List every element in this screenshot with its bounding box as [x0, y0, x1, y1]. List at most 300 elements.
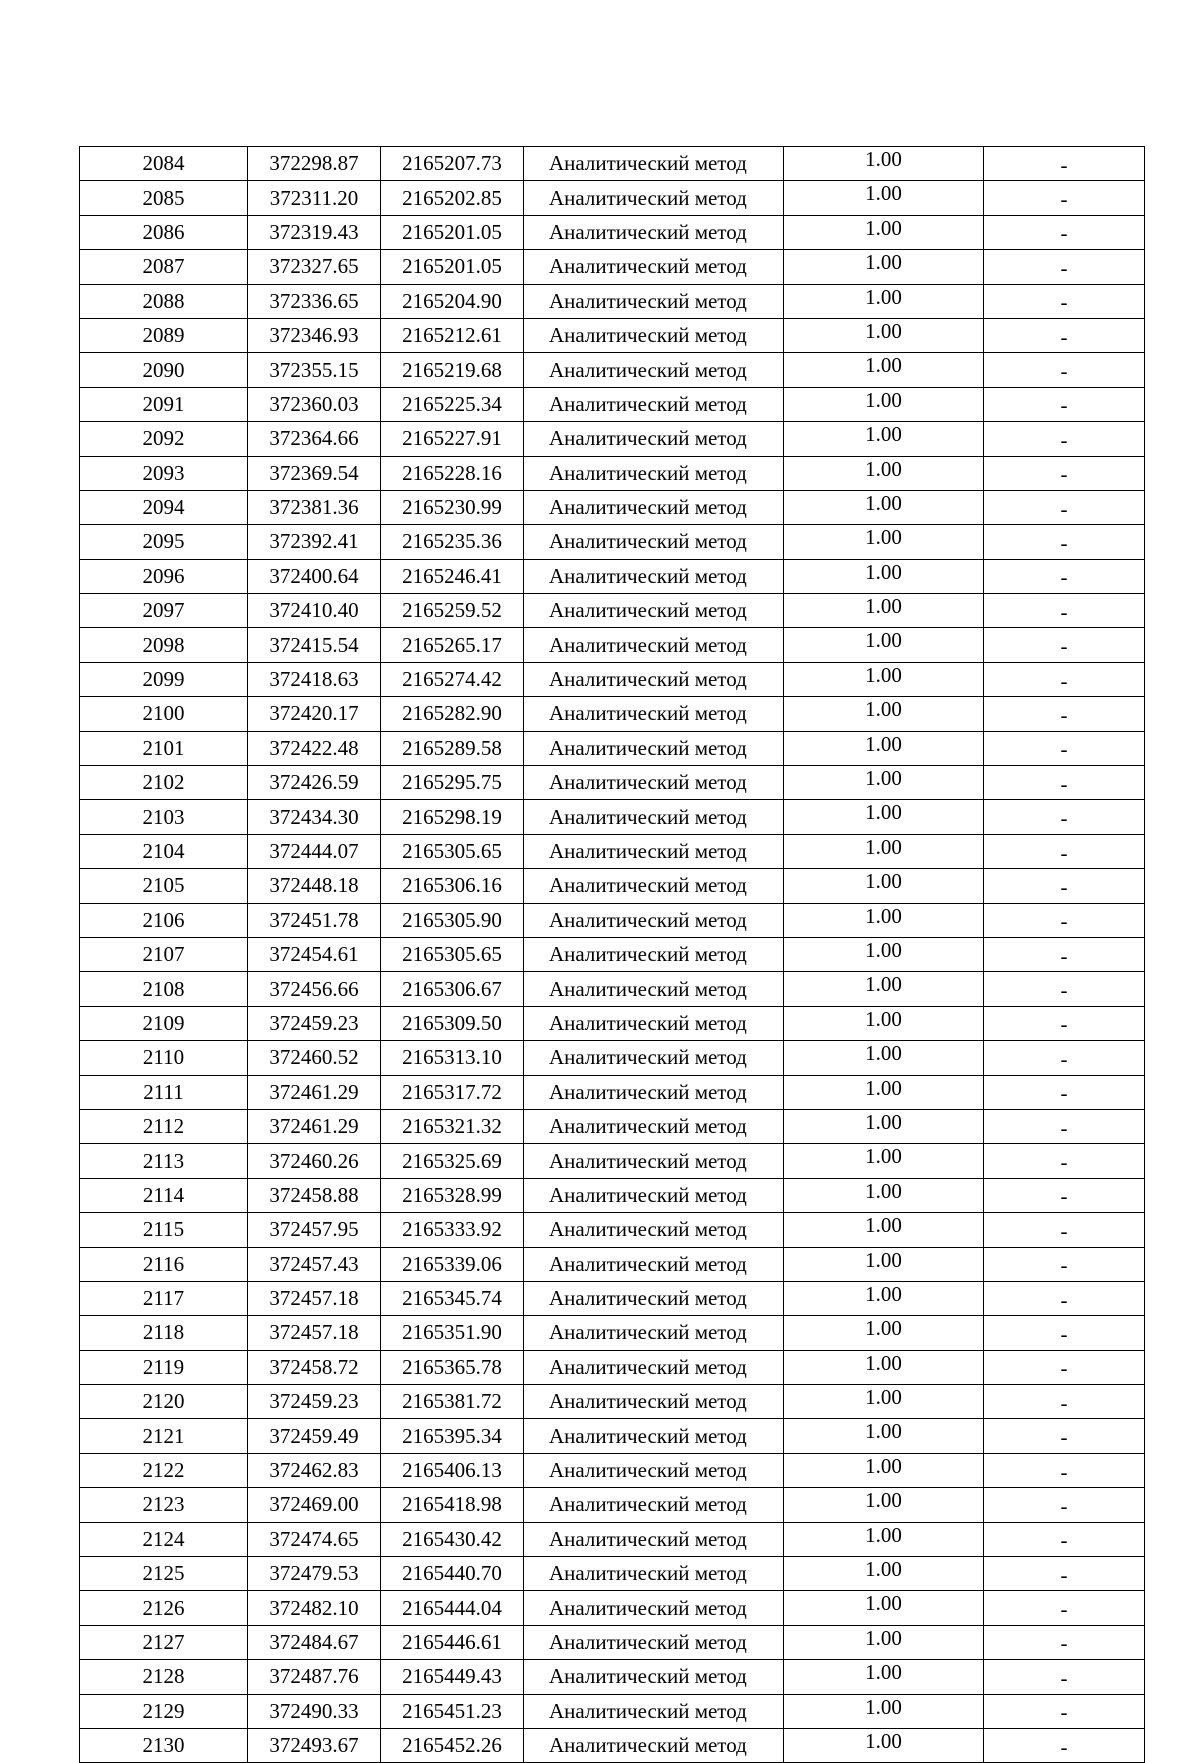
note-cell: -: [984, 1075, 1145, 1109]
point-number-cell: 2096: [80, 559, 248, 593]
point-number-cell: 2108: [80, 972, 248, 1006]
table-row: [80, 1041, 1145, 1075]
table-row: [80, 1006, 1145, 1040]
point-number-cell: 2111: [80, 1075, 248, 1109]
accuracy-cell: 1.00: [784, 215, 984, 249]
table-row: [80, 490, 1145, 524]
x-coordinate-cell: 372469.00: [248, 1488, 381, 1522]
note-cell: -: [984, 147, 1145, 181]
point-number-cell: 2094: [80, 490, 248, 524]
x-coordinate-cell: 372311.20: [248, 181, 381, 215]
y-coordinate-cell: 2165225.34: [381, 387, 524, 421]
note-cell: -: [984, 284, 1145, 318]
table-row: [80, 353, 1145, 387]
table-row: [80, 387, 1145, 421]
table-row: [80, 1350, 1145, 1384]
x-coordinate-cell: 372327.65: [248, 250, 381, 284]
table-row: [80, 1728, 1145, 1762]
x-coordinate-cell: 372360.03: [248, 387, 381, 421]
point-number-cell: 2102: [80, 766, 248, 800]
method-cell: Аналитический метод: [524, 181, 784, 215]
note-cell: -: [984, 1316, 1145, 1350]
accuracy-cell: 1.00: [784, 1625, 984, 1659]
x-coordinate-cell: 372490.33: [248, 1694, 381, 1728]
point-number-cell: 2123: [80, 1488, 248, 1522]
table-row: [80, 1625, 1145, 1659]
method-cell: Аналитический метод: [524, 766, 784, 800]
note-cell: -: [984, 800, 1145, 834]
y-coordinate-cell: 2165351.90: [381, 1316, 524, 1350]
x-coordinate-cell: 372457.18: [248, 1316, 381, 1350]
x-coordinate-cell: 372458.72: [248, 1350, 381, 1384]
method-cell: Аналитический метод: [524, 1660, 784, 1694]
accuracy-cell: 1.00: [784, 1591, 984, 1625]
accuracy-cell: 1.00: [784, 903, 984, 937]
point-number-cell: 2098: [80, 628, 248, 662]
x-coordinate-cell: 372479.53: [248, 1557, 381, 1591]
x-coordinate-cell: 372457.43: [248, 1247, 381, 1281]
method-cell: Аналитический метод: [524, 697, 784, 731]
y-coordinate-cell: 2165230.99: [381, 490, 524, 524]
note-cell: -: [984, 662, 1145, 696]
x-coordinate-cell: 372392.41: [248, 525, 381, 559]
note-cell: -: [984, 1694, 1145, 1728]
note-cell: -: [984, 215, 1145, 249]
accuracy-cell: 1.00: [784, 1728, 984, 1762]
method-cell: Аналитический метод: [524, 1419, 784, 1453]
y-coordinate-cell: 2165305.90: [381, 903, 524, 937]
point-number-cell: 2117: [80, 1281, 248, 1315]
accuracy-cell: 1.00: [784, 1488, 984, 1522]
note-cell: -: [984, 490, 1145, 524]
y-coordinate-cell: 2165219.68: [381, 353, 524, 387]
method-cell: Аналитический метод: [524, 490, 784, 524]
x-coordinate-cell: 372484.67: [248, 1625, 381, 1659]
table-row: [80, 147, 1145, 181]
method-cell: Аналитический метод: [524, 1728, 784, 1762]
x-coordinate-cell: 372454.61: [248, 937, 381, 971]
y-coordinate-cell: 2165418.98: [381, 1488, 524, 1522]
table-row: [80, 834, 1145, 868]
accuracy-cell: 1.00: [784, 490, 984, 524]
method-cell: Аналитический метод: [524, 869, 784, 903]
note-cell: -: [984, 1281, 1145, 1315]
note-cell: -: [984, 559, 1145, 593]
table-row: [80, 1109, 1145, 1143]
table-row: [80, 1660, 1145, 1694]
method-cell: Аналитический метод: [524, 147, 784, 181]
accuracy-cell: 1.00: [784, 1316, 984, 1350]
x-coordinate-cell: 372461.29: [248, 1109, 381, 1143]
note-cell: -: [984, 834, 1145, 868]
note-cell: -: [984, 1660, 1145, 1694]
x-coordinate-cell: 372474.65: [248, 1522, 381, 1556]
method-cell: Аналитический метод: [524, 250, 784, 284]
accuracy-cell: 1.00: [784, 628, 984, 662]
accuracy-cell: 1.00: [784, 147, 984, 181]
x-coordinate-cell: 372456.66: [248, 972, 381, 1006]
point-number-cell: 2099: [80, 662, 248, 696]
note-cell: -: [984, 1247, 1145, 1281]
x-coordinate-cell: 372460.26: [248, 1144, 381, 1178]
x-coordinate-cell: 372381.36: [248, 490, 381, 524]
x-coordinate-cell: 372482.10: [248, 1591, 381, 1625]
note-cell: -: [984, 766, 1145, 800]
note-cell: -: [984, 456, 1145, 490]
point-number-cell: 2129: [80, 1694, 248, 1728]
table-row: [80, 628, 1145, 662]
method-cell: Аналитический метод: [524, 387, 784, 421]
x-coordinate-cell: 372319.43: [248, 215, 381, 249]
table-row: [80, 1694, 1145, 1728]
y-coordinate-cell: 2165306.16: [381, 869, 524, 903]
table-row: [80, 972, 1145, 1006]
point-number-cell: 2109: [80, 1006, 248, 1040]
point-number-cell: 2114: [80, 1178, 248, 1212]
accuracy-cell: 1.00: [784, 318, 984, 352]
x-coordinate-cell: 372298.87: [248, 147, 381, 181]
point-number-cell: 2103: [80, 800, 248, 834]
method-cell: Аналитический метод: [524, 456, 784, 490]
x-coordinate-cell: 372426.59: [248, 766, 381, 800]
accuracy-cell: 1.00: [784, 1385, 984, 1419]
table-row: [80, 1144, 1145, 1178]
point-number-cell: 2110: [80, 1041, 248, 1075]
table-row: [80, 1488, 1145, 1522]
x-coordinate-cell: 372459.23: [248, 1006, 381, 1040]
x-coordinate-cell: 372422.48: [248, 731, 381, 765]
coordinates-table: [79, 146, 1145, 1763]
method-cell: Аналитический метод: [524, 662, 784, 696]
y-coordinate-cell: 2165395.34: [381, 1419, 524, 1453]
point-number-cell: 2116: [80, 1247, 248, 1281]
y-coordinate-cell: 2165289.58: [381, 731, 524, 765]
table-row: [80, 869, 1145, 903]
y-coordinate-cell: 2165246.41: [381, 559, 524, 593]
point-number-cell: 2124: [80, 1522, 248, 1556]
point-number-cell: 2092: [80, 422, 248, 456]
x-coordinate-cell: 372459.49: [248, 1419, 381, 1453]
y-coordinate-cell: 2165259.52: [381, 594, 524, 628]
accuracy-cell: 1.00: [784, 834, 984, 868]
y-coordinate-cell: 2165202.85: [381, 181, 524, 215]
method-cell: Аналитический метод: [524, 800, 784, 834]
point-number-cell: 2101: [80, 731, 248, 765]
x-coordinate-cell: 372410.40: [248, 594, 381, 628]
point-number-cell: 2093: [80, 456, 248, 490]
y-coordinate-cell: 2165295.75: [381, 766, 524, 800]
point-number-cell: 2119: [80, 1350, 248, 1384]
accuracy-cell: 1.00: [784, 1350, 984, 1384]
x-coordinate-cell: 372457.18: [248, 1281, 381, 1315]
table-row: [80, 662, 1145, 696]
accuracy-cell: 1.00: [784, 387, 984, 421]
note-cell: -: [984, 731, 1145, 765]
table-row: [80, 215, 1145, 249]
note-cell: -: [984, 181, 1145, 215]
method-cell: Аналитический метод: [524, 353, 784, 387]
y-coordinate-cell: 2165305.65: [381, 834, 524, 868]
note-cell: -: [984, 1041, 1145, 1075]
note-cell: -: [984, 1453, 1145, 1487]
method-cell: Аналитический метод: [524, 628, 784, 662]
table-row: [80, 800, 1145, 834]
note-cell: -: [984, 1591, 1145, 1625]
point-number-cell: 2105: [80, 869, 248, 903]
x-coordinate-cell: 372458.88: [248, 1178, 381, 1212]
y-coordinate-cell: 2165306.67: [381, 972, 524, 1006]
note-cell: -: [984, 1109, 1145, 1143]
y-coordinate-cell: 2165298.19: [381, 800, 524, 834]
y-coordinate-cell: 2165321.32: [381, 1109, 524, 1143]
accuracy-cell: 1.00: [784, 1213, 984, 1247]
note-cell: -: [984, 594, 1145, 628]
y-coordinate-cell: 2165282.90: [381, 697, 524, 731]
accuracy-cell: 1.00: [784, 1247, 984, 1281]
table-row: [80, 422, 1145, 456]
point-number-cell: 2120: [80, 1385, 248, 1419]
accuracy-cell: 1.00: [784, 1660, 984, 1694]
y-coordinate-cell: 2165452.26: [381, 1728, 524, 1762]
method-cell: Аналитический метод: [524, 1109, 784, 1143]
y-coordinate-cell: 2165325.69: [381, 1144, 524, 1178]
table-row: [80, 1453, 1145, 1487]
point-number-cell: 2113: [80, 1144, 248, 1178]
y-coordinate-cell: 2165265.17: [381, 628, 524, 662]
point-number-cell: 2112: [80, 1109, 248, 1143]
method-cell: Аналитический метод: [524, 1316, 784, 1350]
y-coordinate-cell: 2165444.04: [381, 1591, 524, 1625]
method-cell: Аналитический метод: [524, 1557, 784, 1591]
method-cell: Аналитический метод: [524, 1281, 784, 1315]
y-coordinate-cell: 2165449.43: [381, 1660, 524, 1694]
y-coordinate-cell: 2165451.23: [381, 1694, 524, 1728]
accuracy-cell: 1.00: [784, 353, 984, 387]
method-cell: Аналитический метод: [524, 1178, 784, 1212]
table-row: [80, 594, 1145, 628]
note-cell: -: [984, 387, 1145, 421]
y-coordinate-cell: 2165440.70: [381, 1557, 524, 1591]
method-cell: Аналитический метод: [524, 525, 784, 559]
method-cell: Аналитический метод: [524, 1350, 784, 1384]
method-cell: Аналитический метод: [524, 1144, 784, 1178]
accuracy-cell: 1.00: [784, 1041, 984, 1075]
note-cell: -: [984, 1385, 1145, 1419]
table-row: [80, 1557, 1145, 1591]
x-coordinate-cell: 372415.54: [248, 628, 381, 662]
accuracy-cell: 1.00: [784, 972, 984, 1006]
x-coordinate-cell: 372460.52: [248, 1041, 381, 1075]
y-coordinate-cell: 2165274.42: [381, 662, 524, 696]
point-number-cell: 2115: [80, 1213, 248, 1247]
point-number-cell: 2084: [80, 147, 248, 181]
table-row: [80, 181, 1145, 215]
table-row: [80, 1075, 1145, 1109]
point-number-cell: 2128: [80, 1660, 248, 1694]
y-coordinate-cell: 2165235.36: [381, 525, 524, 559]
accuracy-cell: 1.00: [784, 697, 984, 731]
accuracy-cell: 1.00: [784, 284, 984, 318]
point-number-cell: 2104: [80, 834, 248, 868]
accuracy-cell: 1.00: [784, 1694, 984, 1728]
y-coordinate-cell: 2165345.74: [381, 1281, 524, 1315]
note-cell: -: [984, 318, 1145, 352]
table-row: [80, 903, 1145, 937]
method-cell: Аналитический метод: [524, 1694, 784, 1728]
y-coordinate-cell: 2165333.92: [381, 1213, 524, 1247]
method-cell: Аналитический метод: [524, 422, 784, 456]
table-row: [80, 1385, 1145, 1419]
accuracy-cell: 1.00: [784, 1109, 984, 1143]
accuracy-cell: 1.00: [784, 1144, 984, 1178]
table-row: [80, 284, 1145, 318]
method-cell: Аналитический метод: [524, 1625, 784, 1659]
table-row: [80, 456, 1145, 490]
point-number-cell: 2088: [80, 284, 248, 318]
table-row: [80, 766, 1145, 800]
x-coordinate-cell: 372420.17: [248, 697, 381, 731]
y-coordinate-cell: 2165365.78: [381, 1350, 524, 1384]
x-coordinate-cell: 372459.23: [248, 1385, 381, 1419]
accuracy-cell: 1.00: [784, 456, 984, 490]
accuracy-cell: 1.00: [784, 1281, 984, 1315]
x-coordinate-cell: 372457.95: [248, 1213, 381, 1247]
point-number-cell: 2107: [80, 937, 248, 971]
method-cell: Аналитический метод: [524, 1522, 784, 1556]
note-cell: -: [984, 972, 1145, 1006]
x-coordinate-cell: 372451.78: [248, 903, 381, 937]
table-row: [80, 1591, 1145, 1625]
y-coordinate-cell: 2165446.61: [381, 1625, 524, 1659]
note-cell: -: [984, 353, 1145, 387]
point-number-cell: 2089: [80, 318, 248, 352]
x-coordinate-cell: 372461.29: [248, 1075, 381, 1109]
x-coordinate-cell: 372448.18: [248, 869, 381, 903]
method-cell: Аналитический метод: [524, 1591, 784, 1625]
point-number-cell: 2100: [80, 697, 248, 731]
note-cell: -: [984, 1488, 1145, 1522]
note-cell: -: [984, 1144, 1145, 1178]
method-cell: Аналитический метод: [524, 1075, 784, 1109]
x-coordinate-cell: 372400.64: [248, 559, 381, 593]
accuracy-cell: 1.00: [784, 525, 984, 559]
accuracy-cell: 1.00: [784, 1557, 984, 1591]
method-cell: Аналитический метод: [524, 1006, 784, 1040]
table-row: [80, 250, 1145, 284]
note-cell: -: [984, 1213, 1145, 1247]
x-coordinate-cell: 372336.65: [248, 284, 381, 318]
coordinates-table-body: [80, 147, 1145, 1763]
note-cell: -: [984, 1419, 1145, 1453]
note-cell: -: [984, 422, 1145, 456]
point-number-cell: 2106: [80, 903, 248, 937]
x-coordinate-cell: 372487.76: [248, 1660, 381, 1694]
note-cell: -: [984, 697, 1145, 731]
method-cell: Аналитический метод: [524, 1385, 784, 1419]
point-number-cell: 2127: [80, 1625, 248, 1659]
x-coordinate-cell: 372493.67: [248, 1728, 381, 1762]
point-number-cell: 2122: [80, 1453, 248, 1487]
table-row: [80, 937, 1145, 971]
note-cell: -: [984, 250, 1145, 284]
point-number-cell: 2086: [80, 215, 248, 249]
accuracy-cell: 1.00: [784, 937, 984, 971]
point-number-cell: 2097: [80, 594, 248, 628]
table-row: [80, 1522, 1145, 1556]
table-row: [80, 1316, 1145, 1350]
point-number-cell: 2091: [80, 387, 248, 421]
method-cell: Аналитический метод: [524, 284, 784, 318]
note-cell: -: [984, 1006, 1145, 1040]
accuracy-cell: 1.00: [784, 559, 984, 593]
note-cell: -: [984, 869, 1145, 903]
y-coordinate-cell: 2165204.90: [381, 284, 524, 318]
note-cell: -: [984, 903, 1145, 937]
table-row: [80, 559, 1145, 593]
y-coordinate-cell: 2165317.72: [381, 1075, 524, 1109]
note-cell: -: [984, 525, 1145, 559]
method-cell: Аналитический метод: [524, 731, 784, 765]
method-cell: Аналитический метод: [524, 1247, 784, 1281]
point-number-cell: 2090: [80, 353, 248, 387]
method-cell: Аналитический метод: [524, 1488, 784, 1522]
y-coordinate-cell: 2165228.16: [381, 456, 524, 490]
point-number-cell: 2118: [80, 1316, 248, 1350]
method-cell: Аналитический метод: [524, 834, 784, 868]
accuracy-cell: 1.00: [784, 422, 984, 456]
note-cell: -: [984, 1178, 1145, 1212]
x-coordinate-cell: 372364.66: [248, 422, 381, 456]
note-cell: -: [984, 1625, 1145, 1659]
accuracy-cell: 1.00: [784, 594, 984, 628]
accuracy-cell: 1.00: [784, 1453, 984, 1487]
table-row: [80, 697, 1145, 731]
table-row: [80, 318, 1145, 352]
x-coordinate-cell: 372444.07: [248, 834, 381, 868]
method-cell: Аналитический метод: [524, 318, 784, 352]
method-cell: Аналитический метод: [524, 972, 784, 1006]
accuracy-cell: 1.00: [784, 1006, 984, 1040]
y-coordinate-cell: 2165313.10: [381, 1041, 524, 1075]
table-row: [80, 1213, 1145, 1247]
y-coordinate-cell: 2165309.50: [381, 1006, 524, 1040]
accuracy-cell: 1.00: [784, 250, 984, 284]
table-row: [80, 731, 1145, 765]
accuracy-cell: 1.00: [784, 181, 984, 215]
x-coordinate-cell: 372355.15: [248, 353, 381, 387]
y-coordinate-cell: 2165227.91: [381, 422, 524, 456]
y-coordinate-cell: 2165201.05: [381, 215, 524, 249]
accuracy-cell: 1.00: [784, 662, 984, 696]
point-number-cell: 2130: [80, 1728, 248, 1762]
x-coordinate-cell: 372434.30: [248, 800, 381, 834]
method-cell: Аналитический метод: [524, 1213, 784, 1247]
point-number-cell: 2126: [80, 1591, 248, 1625]
y-coordinate-cell: 2165381.72: [381, 1385, 524, 1419]
accuracy-cell: 1.00: [784, 1419, 984, 1453]
point-number-cell: 2125: [80, 1557, 248, 1591]
method-cell: Аналитический метод: [524, 215, 784, 249]
x-coordinate-cell: 372369.54: [248, 456, 381, 490]
accuracy-cell: 1.00: [784, 869, 984, 903]
accuracy-cell: 1.00: [784, 800, 984, 834]
accuracy-cell: 1.00: [784, 731, 984, 765]
y-coordinate-cell: 2165406.13: [381, 1453, 524, 1487]
method-cell: Аналитический метод: [524, 1453, 784, 1487]
accuracy-cell: 1.00: [784, 766, 984, 800]
accuracy-cell: 1.00: [784, 1075, 984, 1109]
note-cell: -: [984, 1557, 1145, 1591]
